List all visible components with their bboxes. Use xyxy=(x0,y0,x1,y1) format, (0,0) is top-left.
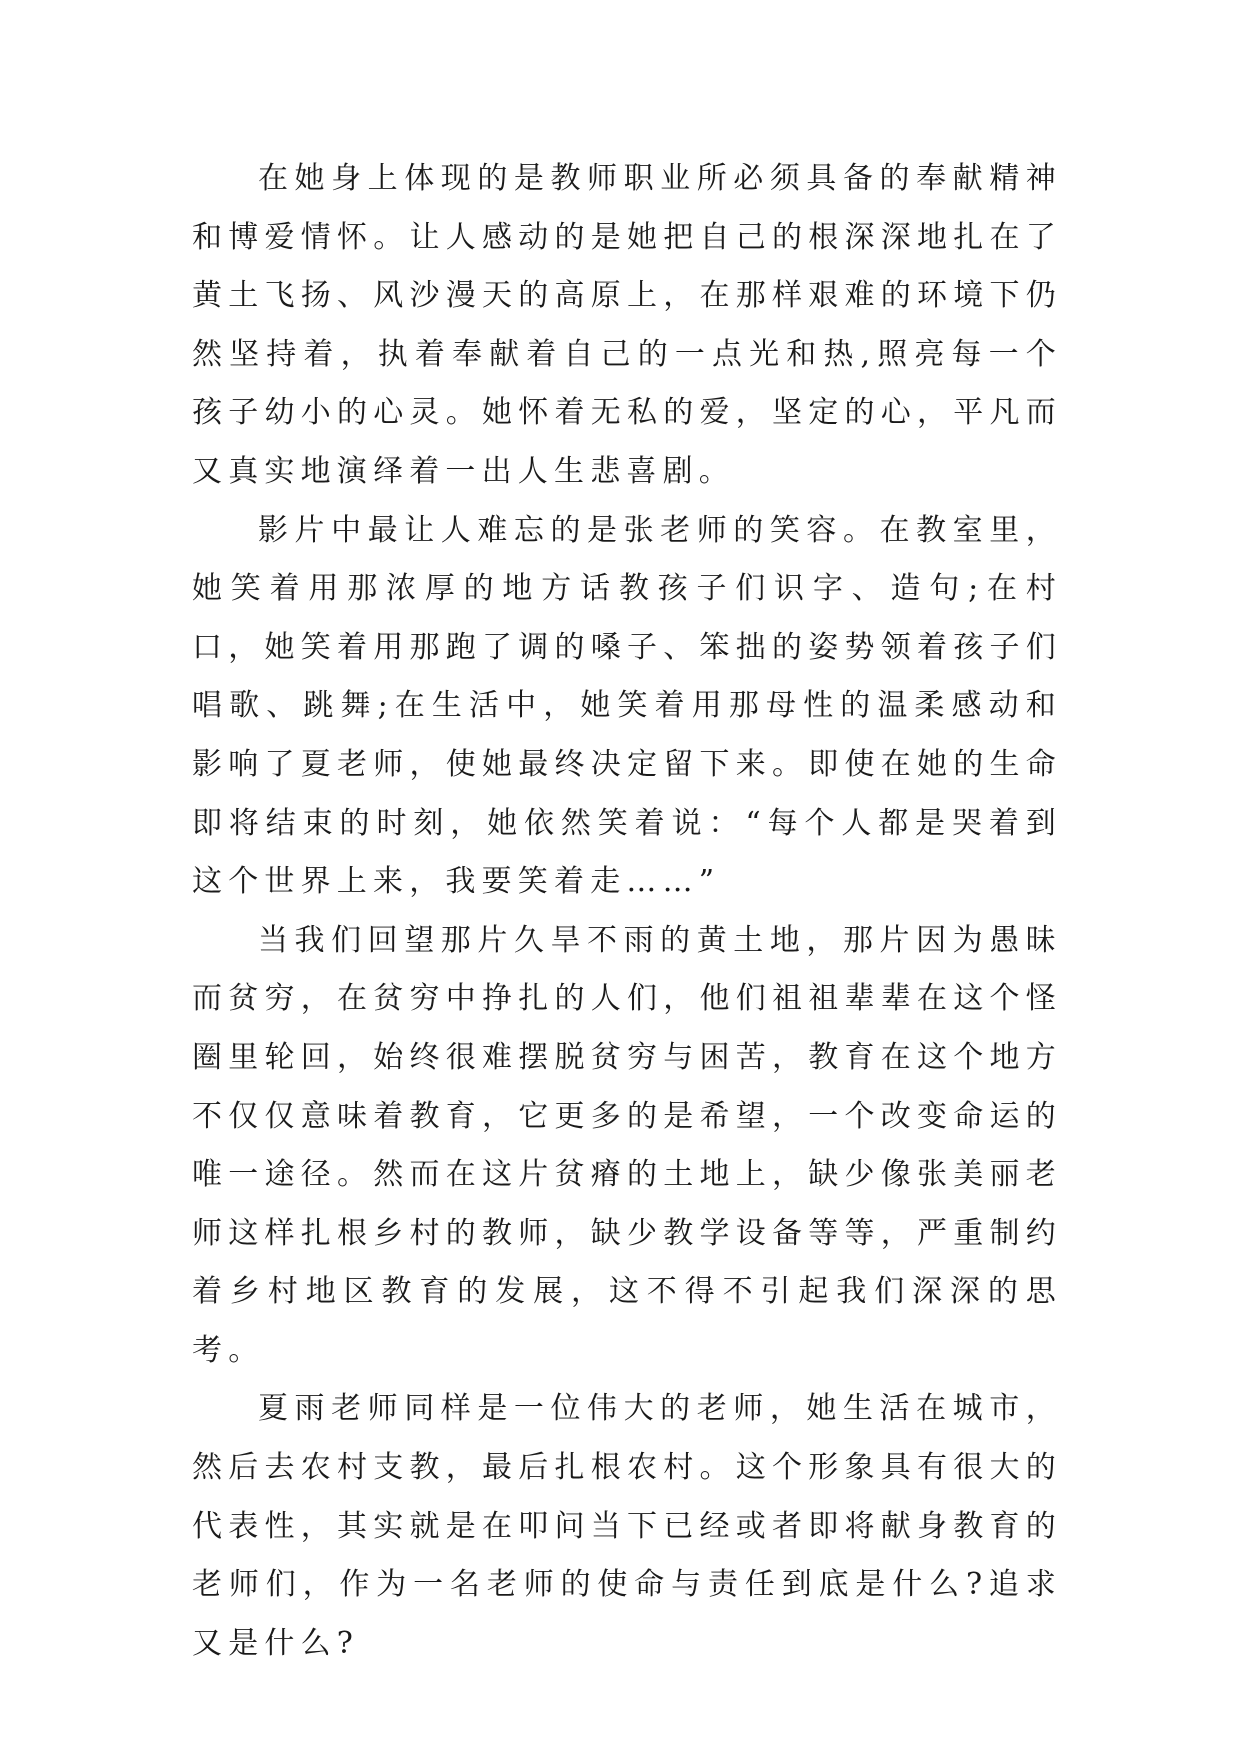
paragraph-2: 影片中最让人难忘的是张老师的笑容。在教室里，她笑着用那浓厚的地方话教孩子们识字、造句;在村口，她笑着用那跑了调的嗓子、笨拙的姿势领着孩子们唱歌、跳舞;在生活中，她笑着用那母性的温柔感动和影响了夏老师，使她最终决定留下来。即使在她的生命即将结束的时刻，她依然笑着说：“每个人都是哭着到这个世界上来，我要笑着走……” xyxy=(192,512,1062,900)
document-body xyxy=(192,150,1062,1673)
paragraph-4: 夏雨老师同样是一位伟大的老师，她生活在城市，然后去农村支教，最后扎根农村。这个形象具有很大的代表性，其实就是在叩问当下已经或者即将献身教育的老师们，作为一名老师的使命与责任到底是什么?追求又是什么? xyxy=(192,1391,1062,1661)
paragraph-1: 在她身上体现的是教师职业所必须具备的奉献精神和博爱情怀。让人感动的是她把自己的根深深地扎在了黄土飞扬、风沙漫天的高原上，在那样艰难的环境下仍然坚持着，执着奉献着自己的一点光和热,照亮每一个孩子幼小的心灵。她怀着无私的爱，坚定的心，平凡而又真实地演绎着一出人生悲喜剧。 xyxy=(192,161,1062,489)
paragraph-3: 当我们回望那片久旱不雨的黄土地，那片因为愚昧而贫穷，在贫穷中挣扎的人们，他们祖祖辈辈在这个怪圈里轮回，始终很难摆脱贫穷与困苦，教育在这个地方不仅仅意味着教育，它更多的是希望，一个改变命运的唯一途径。然而在这片贫瘠的土地上，缺少像张美丽老师这样扎根乡村的教师，缺少教学设备等等，严重制约着乡村地区教育的发展，这不得不引起我们深深的思考。 xyxy=(192,922,1062,1368)
